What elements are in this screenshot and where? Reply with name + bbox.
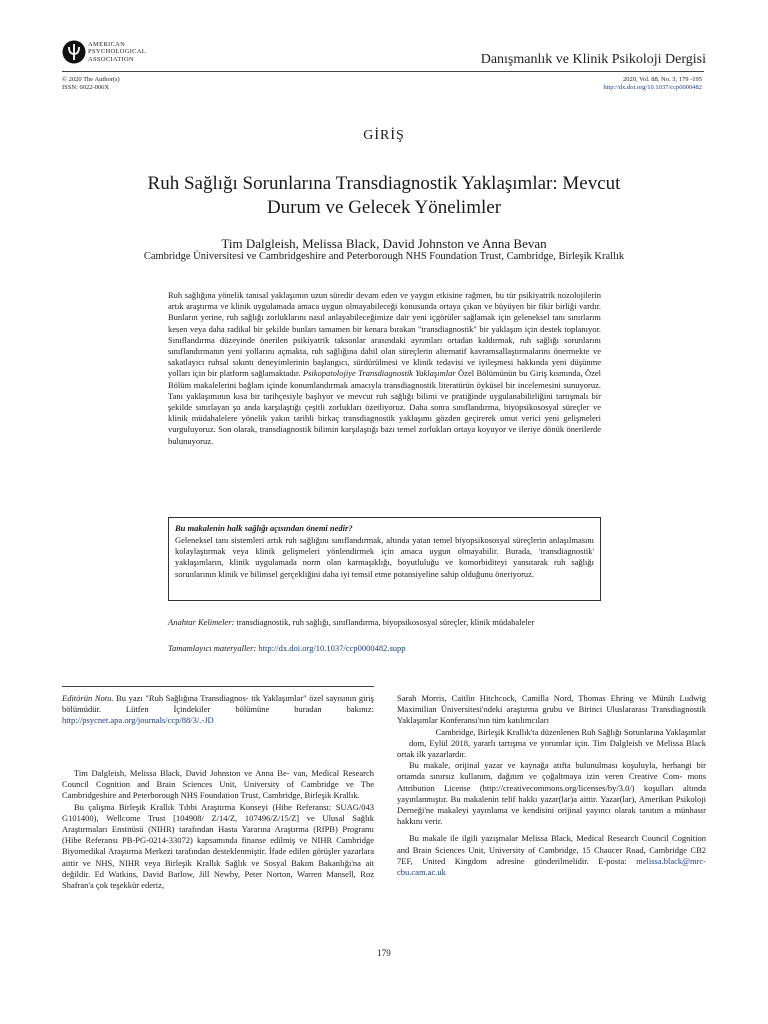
- supplementary-label: Tamamlayıcı materyaller:: [168, 643, 257, 653]
- acknowledgements-cont: Cambridge, Birleşik Krallık'ta düzenlenen Ruh Sağlığı Sorunlarına Yaklaşımlar: [435, 726, 706, 737]
- publisher-name: [88, 41, 146, 63]
- acknowledgements: Sarah Morris, Caitlin Hitchcock, Camilla Nord, Thomas Ehring ve Münih Ludwig Maximilian Üniversitesi'ndeki araştırma grubu ve Birinci Uluslararası Transdiagnostik Yaklaşımlar Konferansı'nın tüm katılımcıları: [397, 693, 706, 726]
- publisher-line: AMERICAN: [88, 41, 126, 48]
- email-link[interactable]: melissa.black@mrc-cbu.cam.ac.uk: [397, 855, 706, 878]
- editor-note-link[interactable]: http://psycnet.apa.org/journals/ccp/88/3/.-JD: [62, 715, 214, 726]
- volume-block: [603, 76, 702, 91]
- footnote-rule: [62, 686, 374, 687]
- copyright: © 2020 The Author(s): [62, 76, 120, 83]
- apa-logo-icon: [62, 40, 86, 64]
- abstract-text: Özel Bölümünün bu Giriş kısmında, Özel Bölüm makalelerini bağlam içinde konumlandırmak amacıyla transdiagnostik literatürün öyküsel bir incelemesini sunuyoruz. Tanı yaklaşımının kısa bir tarihçesiyle başlıyor ve mevcut ruh sağlığı bilimi ve pratiğinde uygulanabilirliğini tartışmalı bir şekilde sınırlayan şu anda karşılaştığı çeşitli zorlukları özetliyoruz. Daha sonra sınıflandırma, biyopsikososyal süreçler ve klinik müdahalelere yönelik yakın tarihli birkaç transdiagnostik yaklaşımı gözden geçirerek umut verici yeni gelişmeleri vurguluyoruz. Son olarak, transdiagnostik bilimin karşılaştığı bazı temel zorlukları ortaya koyuyor ve ileriye dönük önerilerde bulunuyoruz.: [168, 368, 601, 446]
- special-section-ref: Psikopatolojiye Transdiagnostik Yaklaşımlar: [302, 368, 456, 379]
- publisher-line: PSYCHOLOGICAL: [88, 48, 147, 56]
- page-number: 179: [377, 948, 391, 958]
- doi-link[interactable]: http://dx.doi.org/10.1037/ccp0000482: [603, 83, 702, 91]
- journal-name: Danışmanlık ve Klinik Psikoloji Dergisi: [480, 52, 706, 67]
- box-body: Geleneksel tanı sistemleri artık ruh sağlığını sınıflandırmak, altında yatan temel biyopsikososyal süreçlerin anlaşılmasını kolaylaştırmak veya klinik gelişmeleri yönlendirmek için amaca uygun olmayabilir. Burada, 'transdiagnostik' yaklaşımların, klinik uygulamada norm olan karmaşıklığı, boyutluluğu ve komorbiditeyi yansıtarak ruh sağlığı sorunlarının klinik ve bilimsel gerçekliğini daha iyi temsil etme potansiyeline sahip olduğunu öneriyoruz.: [175, 535, 594, 579]
- title-line: Ruh Sağlığı Sorunlarına Transdiagnostik Yaklaşımlar: Mevcut: [147, 173, 621, 194]
- header-rule: [62, 71, 704, 72]
- affiliation: Cambridge Üniversitesi ve Cambridgeshire and Peterborough NHS Foundation Trust, Cambridge, Birleşik Krallık: [143, 251, 625, 262]
- correspondence: Bu makale ile ilgili yazışmalar Melissa Black, Medical Research Council Cognition and Brain Sciences Unit, University of Cambridge, 15 Chaucer Road, Cambridge CB2 7EF, United Kingdom adresine gönderilmelidir. E-posta:: [397, 833, 706, 866]
- editor-note-text: Bu yazı "Ruh Sağlığına Transdiagnos- tik Yaklaşımlar" özel sayısının giriş bölümüdür. Lütfen İçindekiler bölümüne buradan bakınız:: [62, 693, 374, 715]
- dates-note: dom, Eylül 2018, yararlı tartışma ve yorumlar için. Tim Dalgleish ve Melissa Black ortak ilk yazarlardır.: [397, 737, 706, 760]
- section-heading: GİRİŞ: [363, 128, 405, 143]
- author-info: Tim Dalgleish, Melissa Black, David Johnston ve Anna Be- van, Medical Research Council Cognition and Brain Sciences Unit, University of Cambridge ve The Cambridgeshire and Peterborough NHS Foundation Trust, Cambridge, Birleşik Krallık.: [62, 768, 374, 801]
- funding-note: Bu çalışma Birleşik Krallık Tıbbi Araştırma Konseyi (Hibe Referansı: SUAG/043 G101400), Wellcome Trust [104908/ Z/14/Z, 107496/Z/15/Z] ve Ulusal Sağlık Araştırmaları Enstitüsü (NIHR) tarafından Hasta Yararına Araştırma (RfPB) Programı (Hibe Referansı PB-PG-0214-33072) kapsamında finanse edilmiş ve NIHR Cambridge Biyomedikal Araştırma Merkezi tarafından desteklenmiştir. İfade edilen görüşler yazarlara aittir ve NHS, NIHR veya Birleşik Krallık Sağlık ve Sosyal Bakım Bakanlığı'na ait değildir. Ed Watkins, David Barlow, Jill Newby, Peter Norton, Warren Mansell, Roz Shafran'a çok teşekkür ederiz,: [62, 801, 374, 891]
- box-title: Bu makalenin halk sağlığı açısından önemi nedir?: [175, 523, 353, 533]
- article-title: [100, 172, 668, 220]
- copyright-block: [62, 76, 120, 91]
- editor-note: [62, 693, 374, 727]
- editor-note-label: Editörün Notu.: [62, 693, 114, 703]
- publisher-line: ASSOCIATION: [88, 55, 134, 63]
- title-line: Durum ve Gelecek Yönelimler: [266, 197, 502, 218]
- volume-info: 2020, Vol. 88, No. 3, 179 -195: [622, 76, 702, 83]
- author-notes: [62, 768, 374, 891]
- supplementary: [168, 643, 618, 653]
- keywords: [168, 617, 618, 627]
- keywords-value: transdiagnostik, ruh sağlığı, sınıflandırma, biyopsikososyal süreçler, klinik müdahaleler: [236, 617, 535, 627]
- public-health-box: [168, 517, 601, 601]
- abstract-text: Ruh sağlığına yönelik tanısal yaklaşımın uzun süredir devam eden ve yaygın etkisine rağmen, bu tür psikiyatrik nozolojilerin artık araştırma ve klinik uygulamada amaca uygun olmayabileceği konusunda ortaya çıkan ve büyüyen bir fikir birliği vardır. Bunların yerine, ruh sağlığı zorluklarını nasıl anlayabileceğimize dair yeni içgörüler sağlamak için geleneksel tanı sınırlarını kesen veya daha radikal bir şekilde bunları tamamen bir kenara bırakan "transdiagnostik" bir yaklaşım için destek toplanıyor. Sınıflandırma düzeyinde önerilen psikiyatrik taksonlar arasındaki ayrımları ortadan kaldırmak, ruh sağlığı sorunlarını sınıflandırmanın yeni yollarını açmakta, ruh sağlığına dahil olan süreçlerin alternatif kavramsallaştırmalarını önermekte ve sakatlayıcı ruhsal sıkıntı deneyimlerinin başlangıcı, sürdürülmesi ve klinik tedavisi ve iyileşmesi hakkında yeni düşünme yolları için bir platform sağlamaktadır.: [168, 290, 601, 379]
- authors: Tim Dalgleish, Melissa Black, David Johnston ve Anna Bevan: [221, 236, 547, 251]
- issn: ISSN: 0022-006X: [62, 83, 110, 91]
- supplementary-link[interactable]: http://dx.doi.org/10.1037/ccp0000482.supp: [258, 643, 406, 653]
- right-notes: [397, 693, 706, 878]
- license-note: Bu makale, orijinal yazar ve kaynağa atıfta bulunulması koşuluyla, herhangi bir ortamda sınırsız kullanım, dağıtım ve çoğaltmaya izin veren Creative Com- mons Attribution License (http://creativecommons.org/licenses/by/3.0/) koşulları altında yayınlanmıştır. Bu makalenin telif hakkı yazar(lar)a aittir. Yazar(lar), Amerikan Psikoloji Derneği'ne makaleyi yayınlama ve kendisini orijinal yayıncı olarak tanıtım a münhasır hakkını verir.: [397, 760, 706, 827]
- keywords-label: Anahtar Kelimeler:: [168, 617, 235, 627]
- abstract: [168, 290, 601, 447]
